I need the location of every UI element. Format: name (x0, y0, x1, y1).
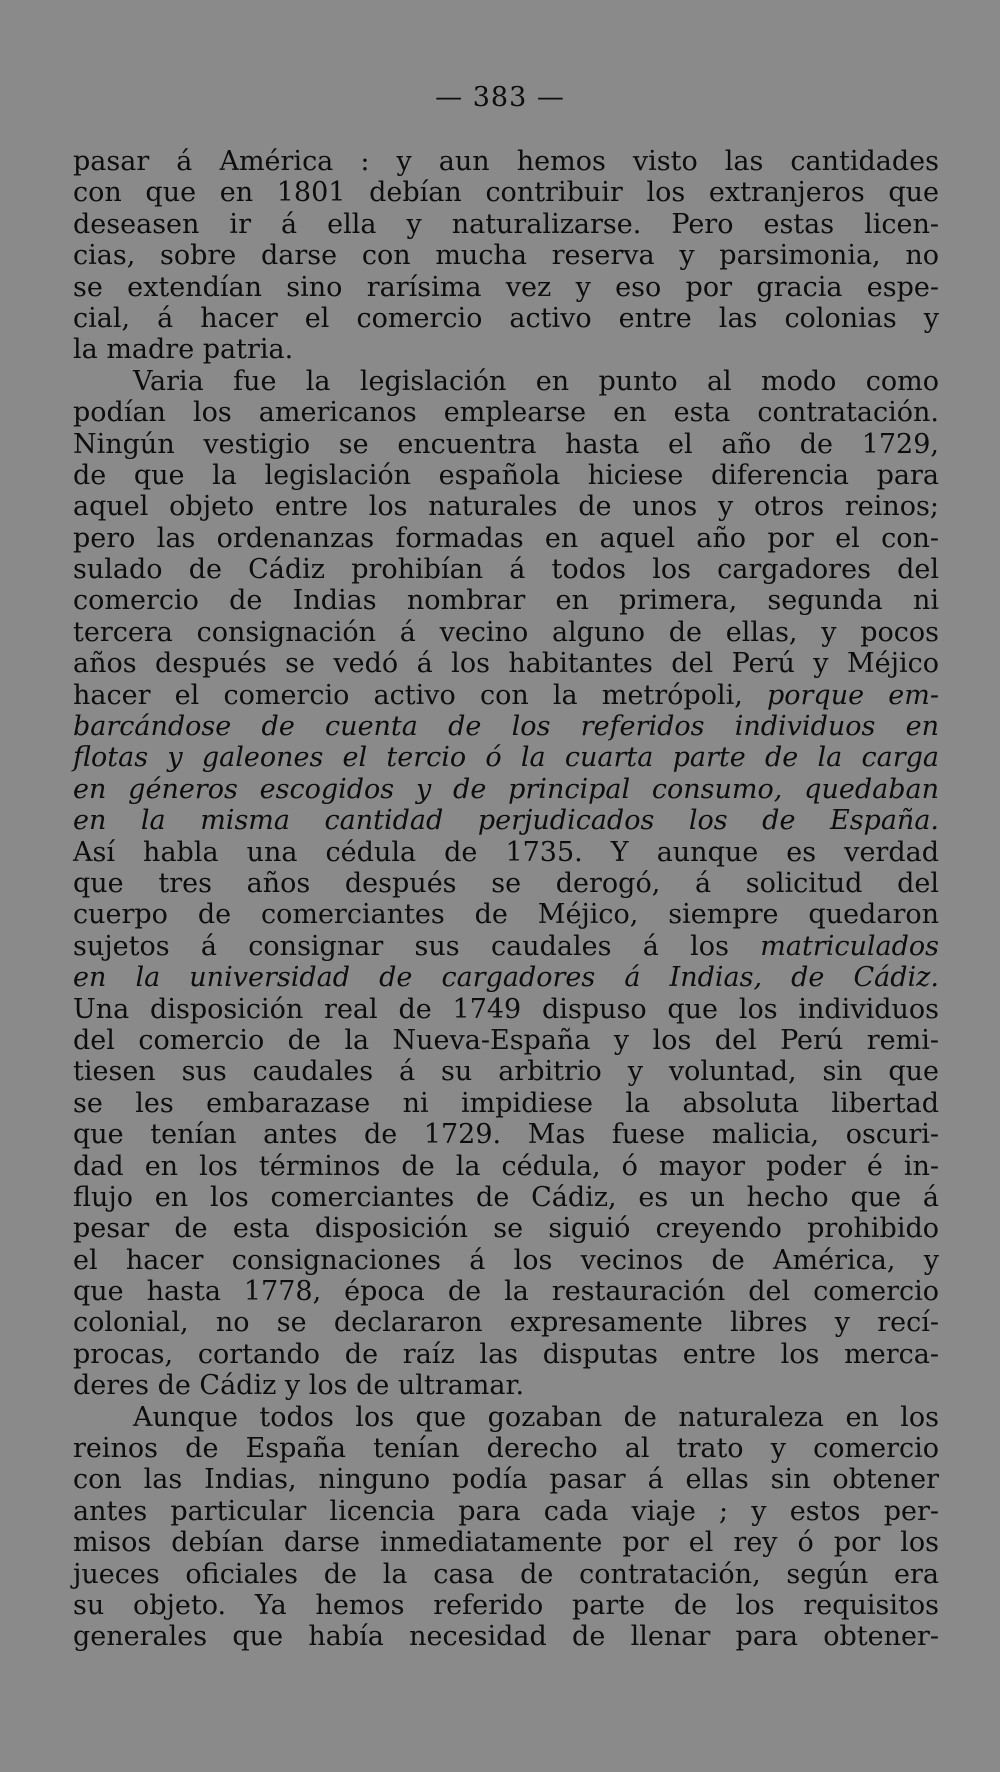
text-line: deseasen ir á ella y naturalizarse. Pero estas licen- (73, 208, 939, 240)
text-line: con que en 1801 debían contribuir los extranjeros que (73, 177, 939, 209)
text-line: pasar á América : y aun hemos visto las cantidades (73, 146, 939, 177)
text-line: comercio de Indias nombrar en primera, segunda ni (73, 585, 939, 617)
italic-quote: barcándose de cuenta de los referidos individuos en (73, 711, 939, 743)
text-line: se les embarazase ni impidiese la absoluta libertad (73, 1087, 939, 1119)
text-line: Una disposición real de 1749 dispuso que los individuos (73, 993, 939, 1025)
italic-quote: porque em- (766, 679, 939, 711)
text-line: dad en los términos de la cédula, ó mayor poder é in- (73, 1150, 939, 1182)
text-line: pesar de esta disposición se siguió creyendo prohibido (73, 1213, 939, 1245)
text-line (73, 805, 939, 836)
text-line: reinos de España tenían derecho al trato y comercio (73, 1433, 939, 1465)
text-line: aquel objeto entre los naturales de unos y otros reinos; (73, 491, 939, 523)
text-line: colonial, no se declararon expresamente libres y recí- (73, 1307, 939, 1339)
text-line: se extendían sino rarísima vez y eso por gracia espe- (73, 271, 939, 303)
text-line: del comercio de la Nueva-España y los del Perú remi- (73, 1024, 939, 1056)
text-line: jueces oficiales de la casa de contratación, según era (73, 1558, 939, 1590)
italic-quote: en géneros escogidos y de principal consumo, quedaban (73, 773, 939, 805)
text-line: que tenían antes de 1729. Mas fuese malicia, oscuri- (73, 1119, 939, 1151)
italic-term: matriculados (760, 930, 939, 962)
italic-term: en la universidad de cargadores á Indias, de Cádiz. (73, 962, 939, 994)
text-line: que tres años después se derogó, á solicitud del (73, 867, 939, 899)
text-line: pero las ordenanzas formadas en aquel año por el con- (73, 522, 939, 554)
text-line: tiesen sus caudales á su arbitrio y voluntad, sin que (73, 1056, 939, 1088)
text-line: sulado de Cádiz prohibían á todos los cargadores del (73, 554, 939, 586)
text-line: generales que había necesidad de llenar para obtener- (73, 1621, 939, 1653)
text-line: la madre patria. (73, 334, 294, 366)
text-line: flujo en los comerciantes de Cádiz, es un hecho que á (73, 1181, 939, 1213)
italic-quote: en la misma cantidad perjudicados los de España. (73, 805, 939, 837)
text-line: de que la legislación española hiciese diferencia para (73, 459, 939, 491)
text-line: cias, sobre darse con mucha reserva y parsimonia, no (73, 240, 939, 272)
text-line: años después se vedó á los habitantes del Perú y Méjico (73, 648, 939, 680)
text-line: Así habla una cédula de 1735. Y aunque es verdad (73, 836, 939, 868)
text-line (73, 711, 939, 742)
text-line (73, 774, 939, 805)
text-line: cial, á hacer el comercio activo entre las colonias y (73, 302, 939, 334)
roman-text: hacer el comercio activo con la metrópoli, (73, 679, 743, 711)
text-line: con las Indias, ninguno podía pasar á ellas sin obtener (73, 1464, 939, 1496)
text-line (73, 680, 939, 711)
italic-quote: flotas y galeones el tercio ó la cuarta parte de la carga (73, 742, 939, 774)
text-line (73, 962, 939, 993)
text-line: misos debían darse inmediatamente por el rey ó por los (73, 1527, 939, 1559)
text-line: que hasta 1778, época de la restauración del comercio (73, 1276, 939, 1308)
page-number: — 383 — (435, 82, 565, 113)
text-line: Varia fue la legislación en punto al modo como (133, 365, 939, 397)
text-line: antes particular licencia para cada viaje ; y estos per- (73, 1495, 939, 1527)
text-line: Ningún vestigio se encuentra hasta el año de 1729, (73, 428, 939, 460)
text-line: podían los americanos emplearse en esta contratación. (73, 397, 939, 429)
text-line: tercera consignación á vecino alguno de ellas, y pocos (73, 616, 939, 648)
roman-text: sujetos á consignar sus caudales á los (73, 930, 729, 962)
text-line: su objeto. Ya hemos referido parte de los requisitos (73, 1589, 939, 1621)
body-text (73, 146, 939, 1653)
text-line: deres de Cádiz y los de ultramar. (73, 1370, 525, 1402)
text-line: cuerpo de comerciantes de Méjico, siempre quedaron (73, 899, 939, 931)
text-line: procas, cortando de raíz las disputas entre los merca- (73, 1338, 939, 1370)
text-line: Aunque todos los que gozaban de naturaleza en los (133, 1401, 939, 1433)
text-line (73, 742, 939, 773)
text-line: el hacer consignaciones á los vecinos de América, y (73, 1244, 939, 1276)
text-line (73, 931, 939, 962)
